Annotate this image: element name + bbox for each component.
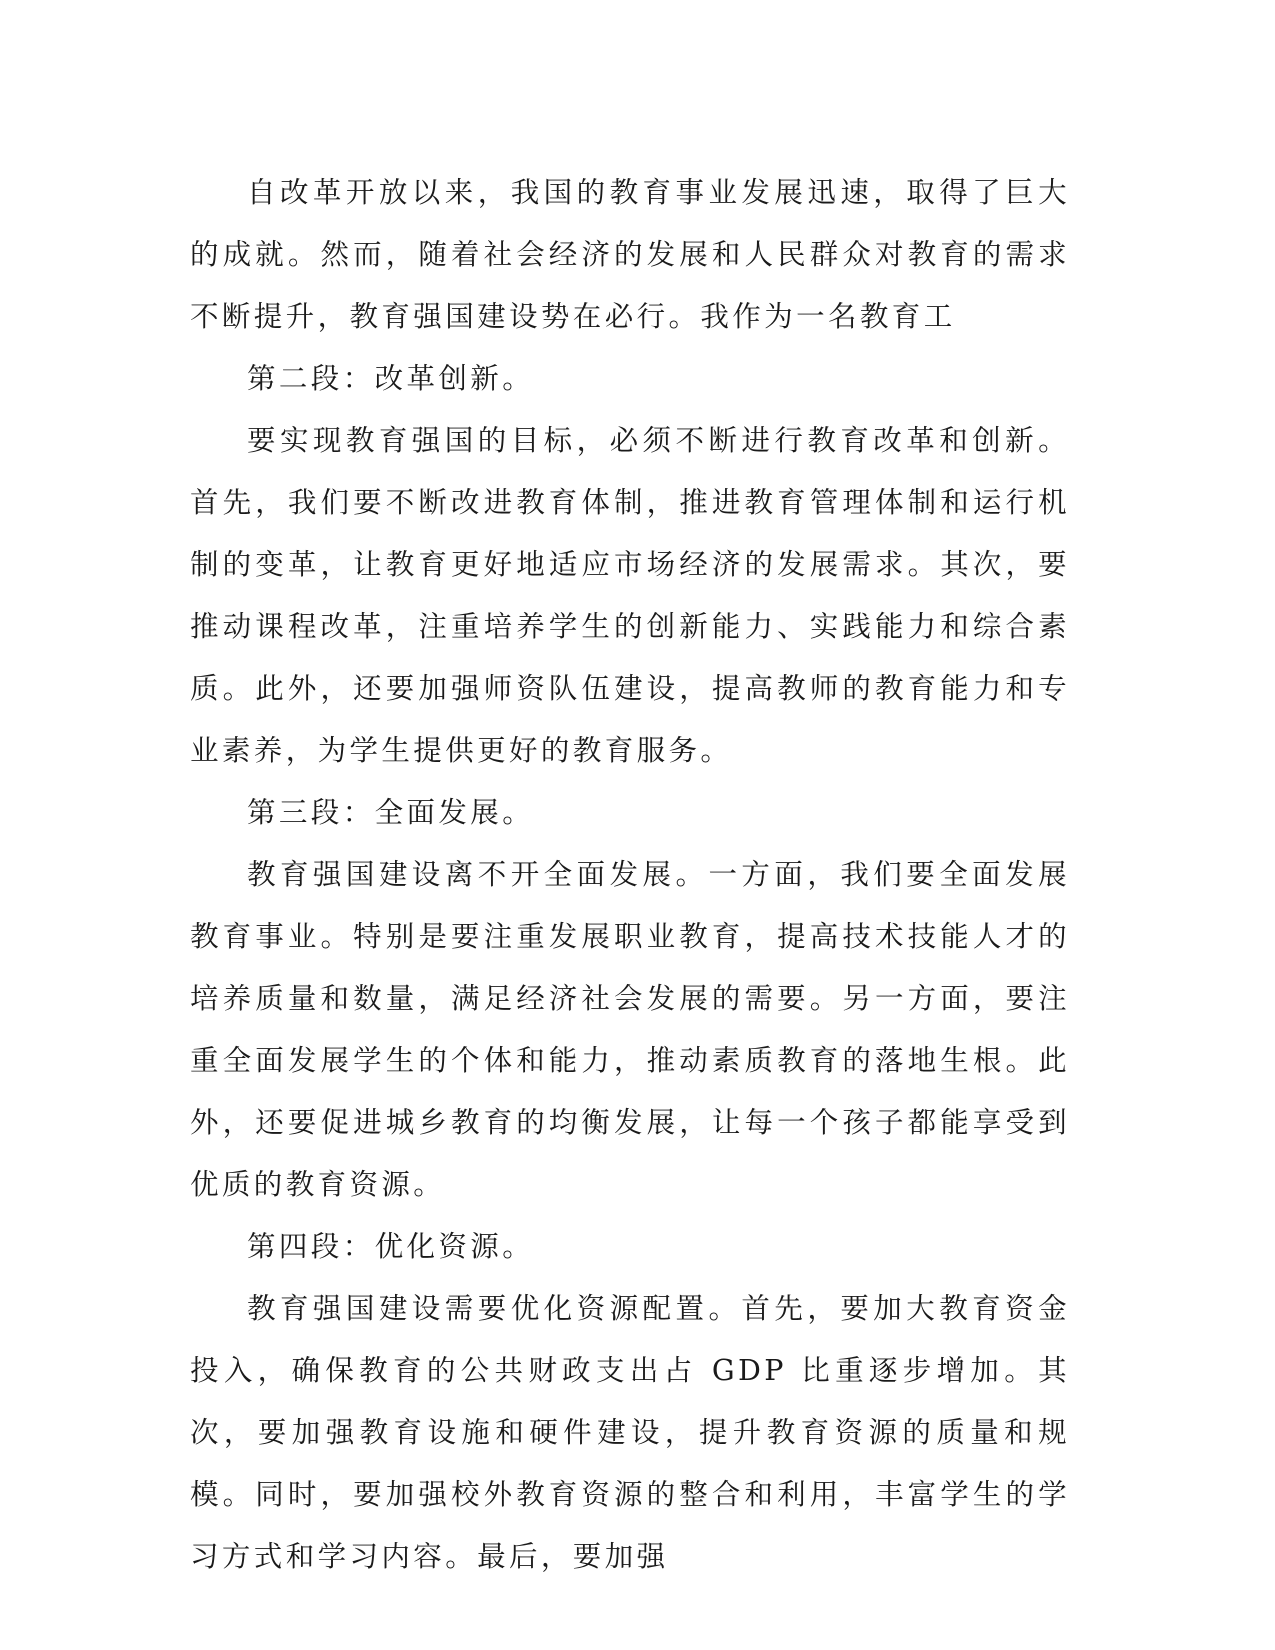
paragraph-development: 教育强国建设离不开全面发展。一方面，我们要全面发展教育事业。特别是要注重发展职业教育，提高技术技能人才的培养质量和数量，满足经济社会发展的需要。另一方面，要注重全面发展学生的个体和能力，推动素质教育的落地生根。此外，还要促进城乡教育的均衡发展，让每一个孩子都能享受到优质的教育资源。 [190,858,1070,1201]
section-heading-4: 第四段：优化资源。 [247,1230,535,1263]
paragraph-intro: 自改革开放以来，我国的教育事业发展迅速，取得了巨大的成就。然而，随着社会经济的发展和人民群众对教育的需求不断提升，教育强国建设势在必行。我作为一名教育工 [190,176,1070,333]
section-heading-2: 第二段：改革创新。 [247,362,535,395]
paragraph-resources: 教育强国建设需要优化资源配置。首先，要加大教育资金投入，确保教育的公共财政支出占 GDP 比重逐步增加。其次，要加强教育设施和硬件建设，提升教育资源的质量和规模。同时，要加强校外教育资源的整合和利用，丰富学生的学习方式和学习内容。最后，要加强 [190,1292,1070,1573]
document-body [190,162,1070,1588]
paragraph-reform: 要实现教育强国的目标，必须不断进行教育改革和创新。首先，我们要不断改进教育体制，推进教育管理体制和运行机制的变革，让教育更好地适应市场经济的发展需求。其次，要推动课程改革，注重培养学生的创新能力、实践能力和综合素质。此外，还要加强师资队伍建设，提高教师的教育能力和专业素养，为学生提供更好的教育服务。 [190,424,1070,767]
section-heading-3: 第三段：全面发展。 [247,796,535,829]
